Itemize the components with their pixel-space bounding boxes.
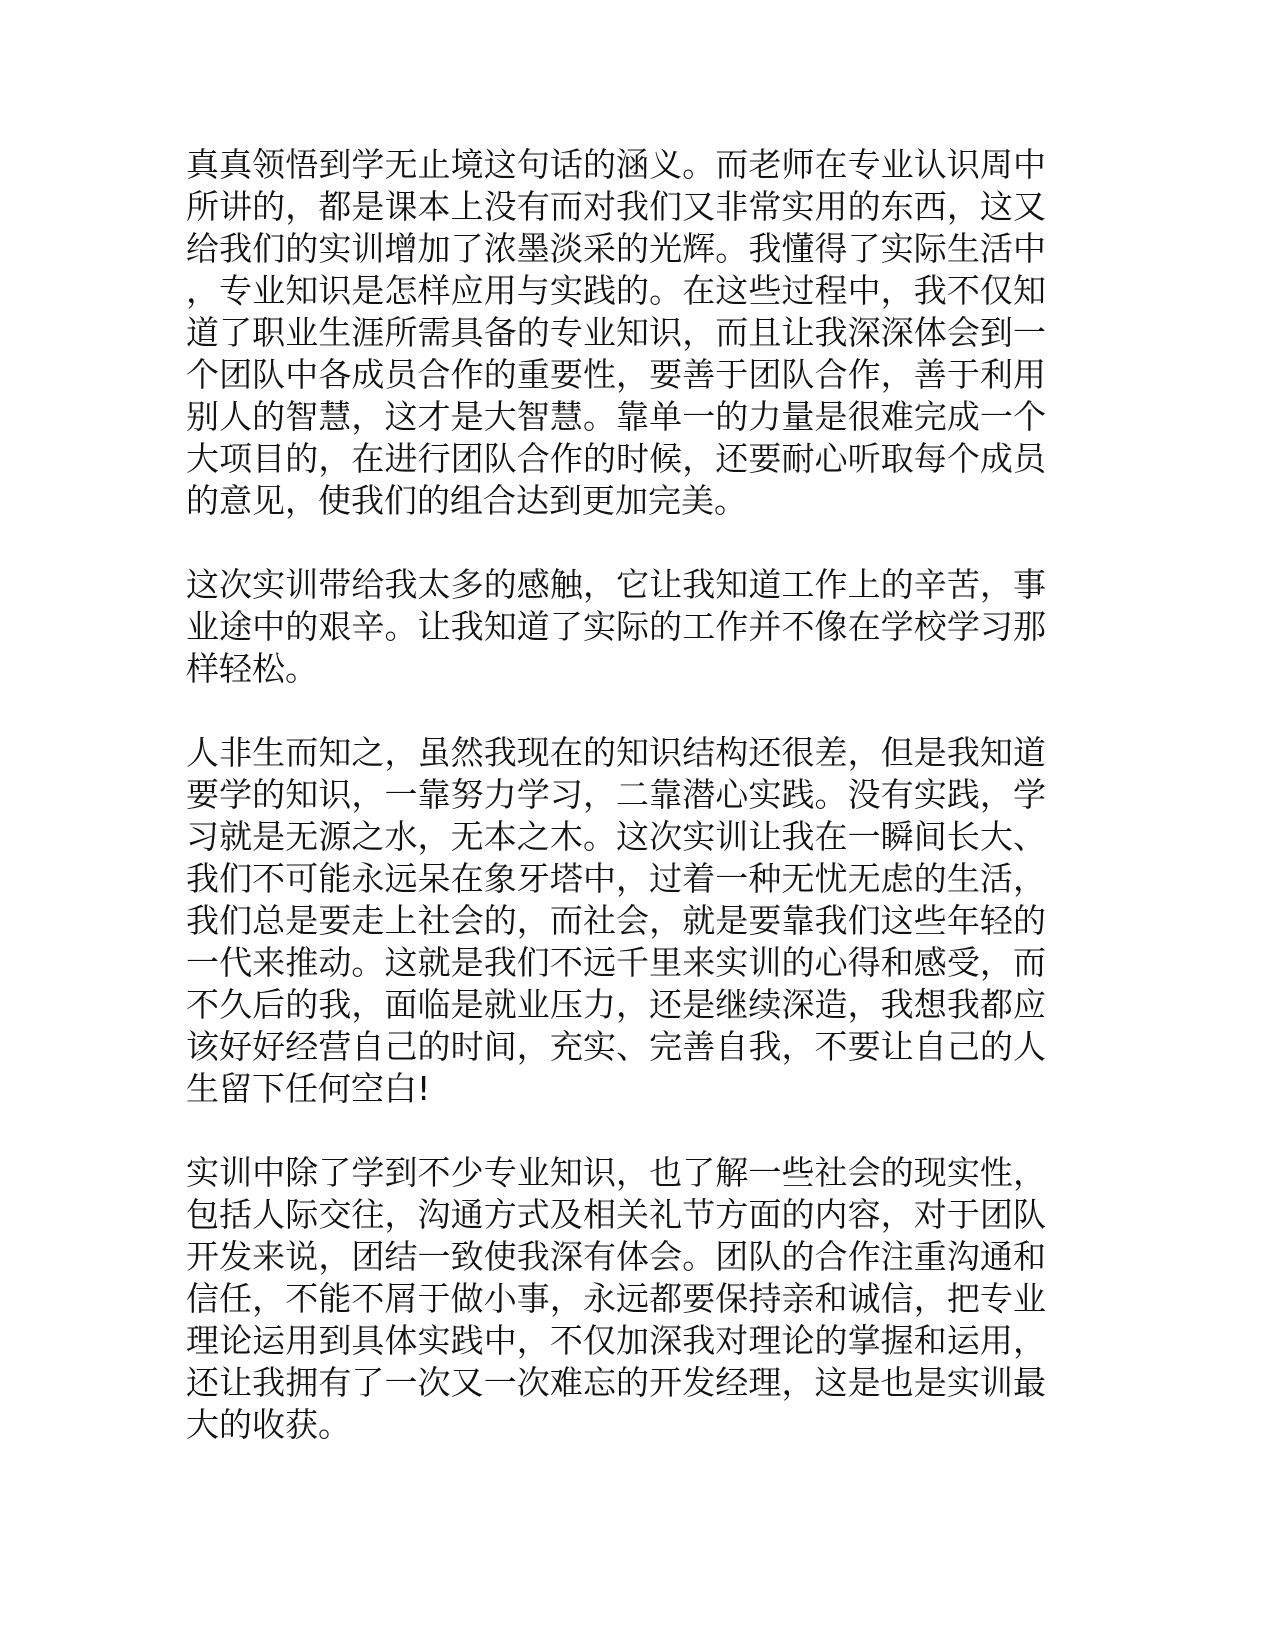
paragraph-1 bbox=[186, 144, 1046, 522]
text-line: ，专业知识是怎样应用与实践的。在这些过程中，我不仅知 bbox=[186, 271, 1046, 310]
text-line: 我们不可能永远呆在象牙塔中，过着一种无忧无虑的生活， bbox=[186, 859, 1046, 898]
text-line: 开发来说，团结一致使我深有体会。团队的合作注重沟通和 bbox=[186, 1237, 1046, 1276]
text-line: 的意见，使我们的组合达到更加完美。 bbox=[186, 481, 747, 520]
text-line: 所讲的，都是课本上没有而对我们又非常实用的东西，这又 bbox=[186, 187, 1046, 226]
text-line: 我们总是要走上社会的，而社会，就是要靠我们这些年轻的 bbox=[186, 901, 1046, 940]
text-line: 生留下任何空白! bbox=[186, 1069, 431, 1108]
text-line: 大的收获。 bbox=[186, 1405, 351, 1444]
text-line: 大项目的，在进行团队合作的时候，还要耐心听取每个成员 bbox=[186, 439, 1046, 478]
text-line: 习就是无源之水，无本之木。这次实训让我在一瞬间长大、 bbox=[186, 817, 1046, 856]
text-line: 这次实训带给我太多的感触，它让我知道工作上的辛苦，事 bbox=[186, 565, 1046, 604]
text-line: 还让我拥有了一次又一次难忘的开发经理，这是也是实训最 bbox=[186, 1363, 1046, 1402]
text-line: 给我们的实训增加了浓墨淡采的光辉。我懂得了实际生活中 bbox=[186, 229, 1046, 268]
paragraph-2 bbox=[186, 564, 1046, 690]
text-line: 真真领悟到学无止境这句话的涵义。而老师在专业认识周中 bbox=[186, 145, 1046, 184]
text-line: 别人的智慧，这才是大智慧。靠单一的力量是很难完成一个 bbox=[186, 397, 1046, 436]
text-line: 不久后的我，面临是就业压力，还是继续深造，我想我都应 bbox=[186, 985, 1046, 1024]
text-line: 包括人际交往，沟通方式及相关礼节方面的内容，对于团队 bbox=[186, 1195, 1046, 1234]
text-line: 人非生而知之，虽然我现在的知识结构还很差，但是我知道 bbox=[186, 733, 1046, 772]
text-line: 道了职业生涯所需具备的专业知识，而且让我深深体会到一 bbox=[186, 313, 1046, 352]
text-line: 要学的知识，一靠努力学习，二靠潜心实践。没有实践，学 bbox=[186, 775, 1046, 814]
text-line: 该好好经营自己的时间，充实、完善自我，不要让自己的人 bbox=[186, 1027, 1046, 1066]
text-line: 实训中除了学到不少专业知识，也了解一些社会的现实性， bbox=[186, 1153, 1046, 1192]
paragraph-4 bbox=[186, 1152, 1046, 1446]
text-line: 个团队中各成员合作的重要性，要善于团队合作，善于利用 bbox=[186, 355, 1046, 394]
document-body bbox=[186, 144, 1046, 1488]
text-line: 信任，不能不屑于做小事，永远都要保持亲和诚信，把专业 bbox=[186, 1279, 1046, 1318]
text-line: 业途中的艰辛。让我知道了实际的工作并不像在学校学习那 bbox=[186, 607, 1046, 646]
paragraph-3 bbox=[186, 732, 1046, 1110]
text-line: 理论运用到具体实践中，不仅加深我对理论的掌握和运用， bbox=[186, 1321, 1046, 1360]
text-line: 样轻松。 bbox=[186, 649, 318, 688]
text-line: 一代来推动。这就是我们不远千里来实训的心得和感受，而 bbox=[186, 943, 1046, 982]
